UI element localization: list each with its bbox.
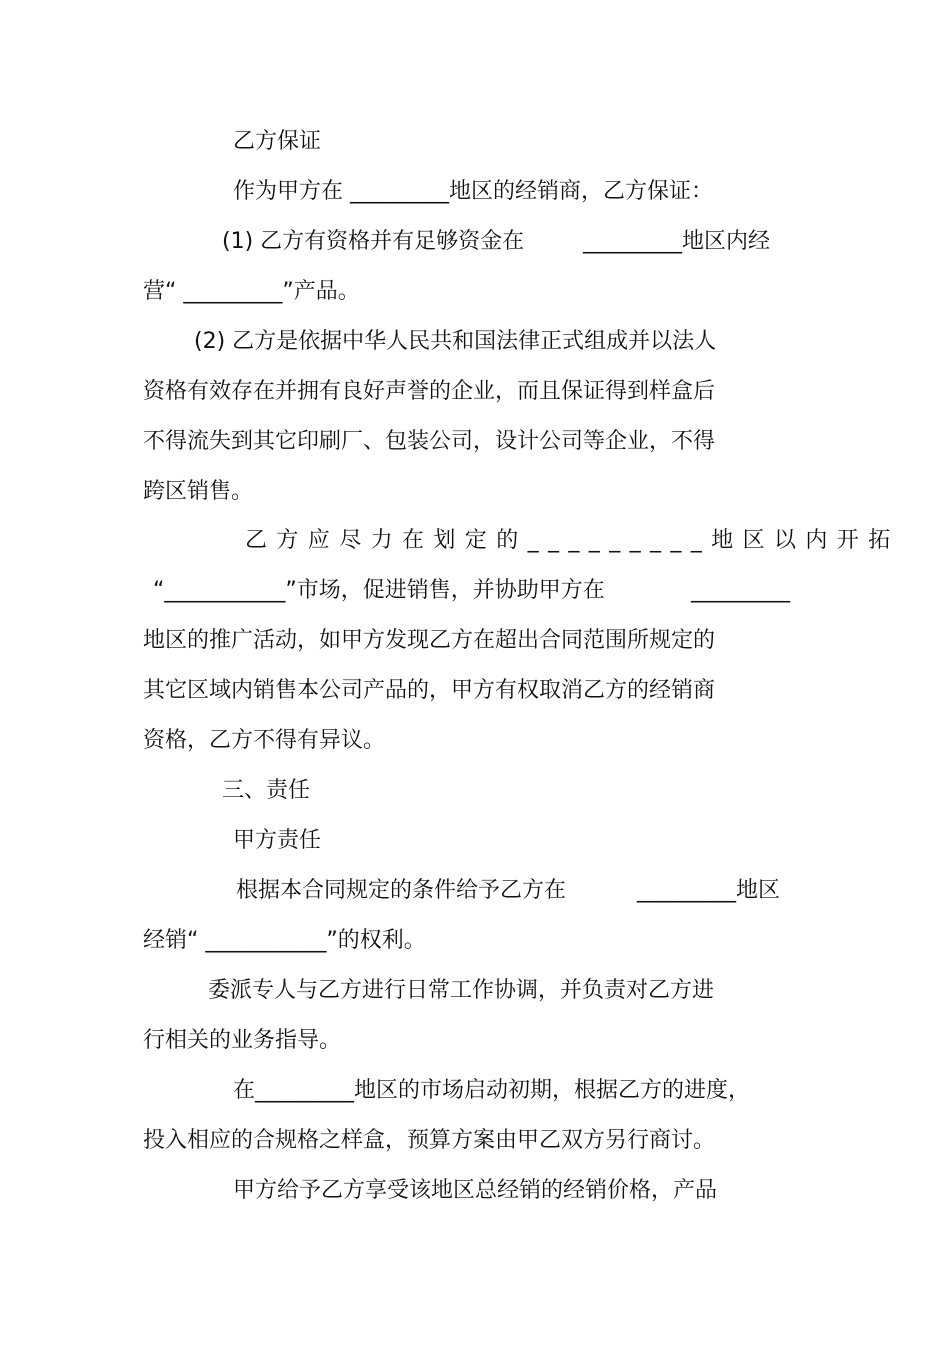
section-heading-party-a-responsibility: 甲方责任 — [233, 828, 322, 853]
text-line: 不得流失到其它印刷厂、包装公司，设计公司等企业，不得 — [143, 429, 716, 454]
text-line: _________地区 — [637, 878, 781, 903]
text-line: 作为甲方在 _________地区的经销商，乙方保证： — [233, 179, 713, 204]
text-line: 地区的推广活动，如甲方发现乙方在超出合同范围所规定的 — [143, 628, 716, 653]
text-line: 经销“ ___________”的权利。 — [143, 928, 426, 953]
text-line: 委派专人与乙方进行日常工作协调，并负责对乙方进 — [208, 978, 715, 1003]
text-line: “___________”市场，促进销售，并协助甲方在 — [153, 578, 605, 603]
text-line: 跨区销售。 — [143, 479, 254, 504]
text-line: 甲方给予乙方享受该地区总经销的经销价格，产品 — [233, 1178, 718, 1203]
section-heading-party-b-guarantee: 乙方保证 — [233, 129, 322, 154]
text-line: 行相关的业务指导。 — [143, 1028, 342, 1053]
text-line: _________地区内经 — [583, 229, 771, 254]
text-line: 投入相应的合规格之样盒，预算方案由甲乙双方另行商讨。 — [143, 1128, 716, 1153]
text-line: _________ — [691, 578, 790, 603]
text-line: 乙方应尽力在划定的_________地区以内开拓 — [245, 528, 900, 553]
text-line: 其它区域内销售本公司产品的，甲方有权取消乙方的经销商 — [143, 678, 716, 703]
text-line: 资格，乙方不得有异议。 — [143, 728, 386, 753]
text-line: 根据本合同规定的条件给予乙方在 — [236, 878, 567, 903]
section-heading-responsibilities: 三、责任 — [222, 778, 311, 803]
text-line: 在_________地区的市场启动初期，根据乙方的进度， — [233, 1078, 751, 1103]
text-line: (2) 乙方是依据中华人民共和国法律正式组成并以法人 — [194, 329, 717, 354]
text-line: (1) 乙方有资格并有足够资金在 — [222, 229, 525, 254]
text-line: 资格有效存在并拥有良好声誉的企业，而且保证得到样盒后 — [143, 379, 716, 404]
text-line: 营“ _________”产品。 — [143, 279, 360, 304]
